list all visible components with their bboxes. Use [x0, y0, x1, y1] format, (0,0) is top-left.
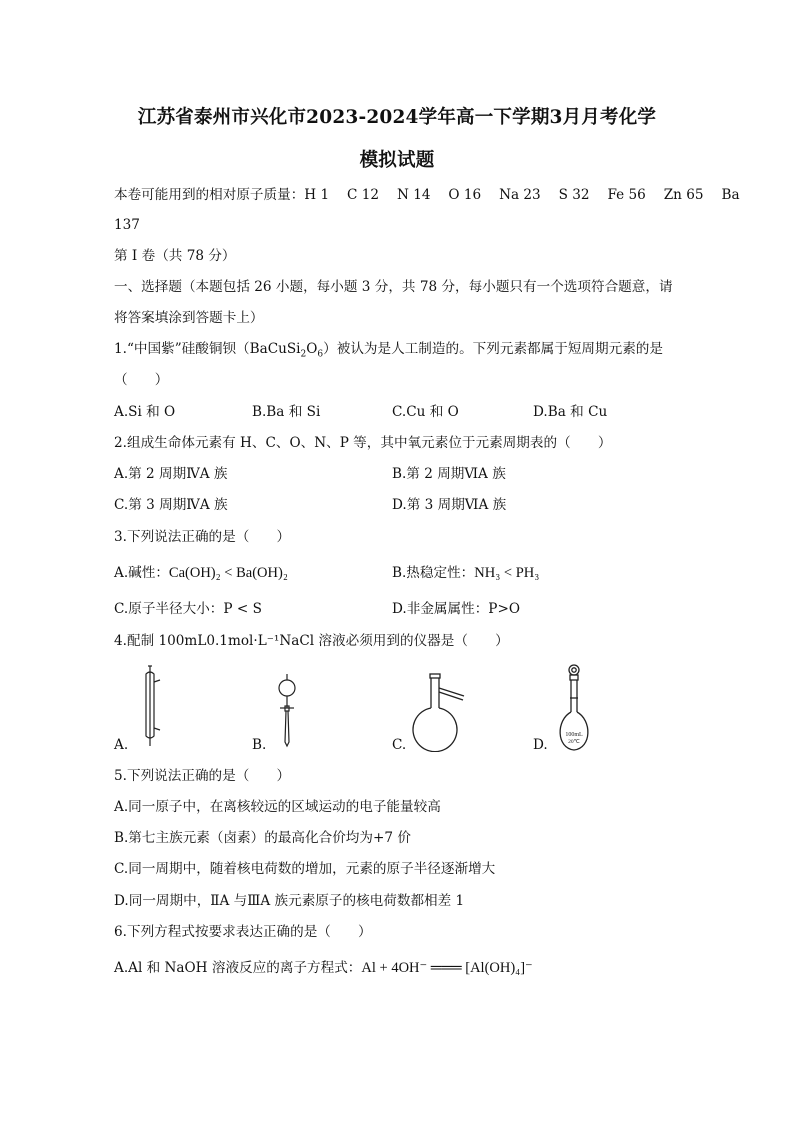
q3-option-a-formula: Ca(OH)₂ < Ba(OH)₂	[168, 565, 288, 581]
question-2-stem: 2.组成生命体元素有 H、C、O、N、P 等，其中氧元素位于元素周期表的（ ）	[114, 435, 612, 451]
q4-option-a[interactable]: A.	[114, 737, 129, 753]
q5-option-d[interactable]: D.同一周期中，ⅡA 与ⅢA 族元素原子的核电荷数都相差 1	[114, 893, 465, 909]
question-1-stem: 1.“中国紫”硅酸铜钡$(BaCuSi_2O_6)$被认为是人工制造的。下列元素都属于短周期元素的是	[114, 341, 663, 360]
atomic-mass-line1: 本卷可能用到的相对原子质量：H 1 C 12 N 14 O 16 Na 23 S 32 Fe 56 Zn 65 Ba	[114, 187, 740, 203]
question-4-stem: 4.配制 100mL0.1mol·L⁻¹NaCl 溶液必须用到的仪器是（ ）	[114, 633, 509, 649]
separatory-funnel-icon	[272, 672, 302, 748]
distillation-flask-icon	[410, 672, 476, 752]
exam-title-line1: 江苏省泰州市兴化市2023-2024学年高一下学期3月月考化学	[137, 107, 657, 128]
q3-option-c[interactable]: C.原子半径大小：P < S	[114, 601, 262, 617]
section-instruction-2: 将答案填涂到答题卡上）	[114, 310, 264, 326]
q3-option-b[interactable]: B.热稳定性：NH₃ < PH₃	[392, 565, 540, 581]
question-3-stem: 3.下列说法正确的是（ ）	[114, 529, 291, 545]
q3-option-a[interactable]: A.碱性：Ca(OH)₂ < Ba(OH)₂	[114, 565, 288, 581]
q5-option-c[interactable]: C.同一周期中，随着核电荷数的增加，元素的原子半径逐渐增大	[114, 861, 496, 877]
q1-option-b[interactable]: B.Ba 和 Si	[252, 404, 321, 420]
question-1-bracket: （ ）	[114, 372, 169, 388]
section-instruction-1: 一、选择题（本题包括 26 小题，每小题 3 分，共 78 分，每小题只有一个选项符合题意，请	[114, 279, 673, 295]
q2-option-a[interactable]: A.第 2 周期ⅣA 族	[114, 466, 228, 482]
q2-option-d[interactable]: D.第 3 周期ⅥA 族	[392, 497, 507, 513]
q3-option-d[interactable]: D.非金属属性：P>O	[392, 601, 520, 617]
volumetric-flask-icon	[554, 662, 594, 754]
flask-volume-label: 100mL	[565, 732, 583, 738]
q3-option-b-formula: NH₃ < PH₃	[474, 565, 540, 581]
q4-option-d[interactable]: D.	[533, 737, 548, 753]
q4-option-c[interactable]: C.	[392, 737, 407, 753]
question-6-stem: 6.下列方程式按要求表达正确的是（ ）	[114, 924, 372, 940]
exam-title-line2: 模拟试题	[359, 150, 435, 171]
flask-temperature-label: 20℃	[568, 739, 580, 745]
q1-option-d[interactable]: D.Ba 和 Cu	[533, 404, 608, 420]
q2-option-b[interactable]: B.第 2 周期ⅥA 族	[392, 466, 506, 482]
q4-option-b[interactable]: B.	[252, 737, 267, 753]
q5-option-a[interactable]: A.同一原子中，在离核较远的区域运动的电子能量较高	[114, 799, 441, 815]
q5-option-b[interactable]: B.第七主族元素（卤素）的最高化合价均为+7 价	[114, 830, 411, 846]
q6-option-a-equation: Al + 4OH⁻ ═══ [Al(OH)₄]⁻	[361, 960, 533, 976]
q1-option-a[interactable]: A.Si 和 O	[114, 404, 176, 420]
question-5-stem: 5.下列说法正确的是（ ）	[114, 768, 291, 784]
atomic-mass-line2: 137	[114, 217, 140, 233]
q6-option-a[interactable]: A.Al 和 NaOH 溶液反应的离子方程式：Al + 4OH⁻ ═══ [Al(OH)₄]⁻	[114, 960, 533, 976]
volume-heading: 第 I 卷（共 78 分）	[114, 248, 236, 264]
condenser-icon	[136, 664, 166, 750]
q1-option-c[interactable]: C.Cu 和 O	[392, 404, 459, 420]
q2-option-c[interactable]: C.第 3 周期ⅣA 族	[114, 497, 228, 513]
